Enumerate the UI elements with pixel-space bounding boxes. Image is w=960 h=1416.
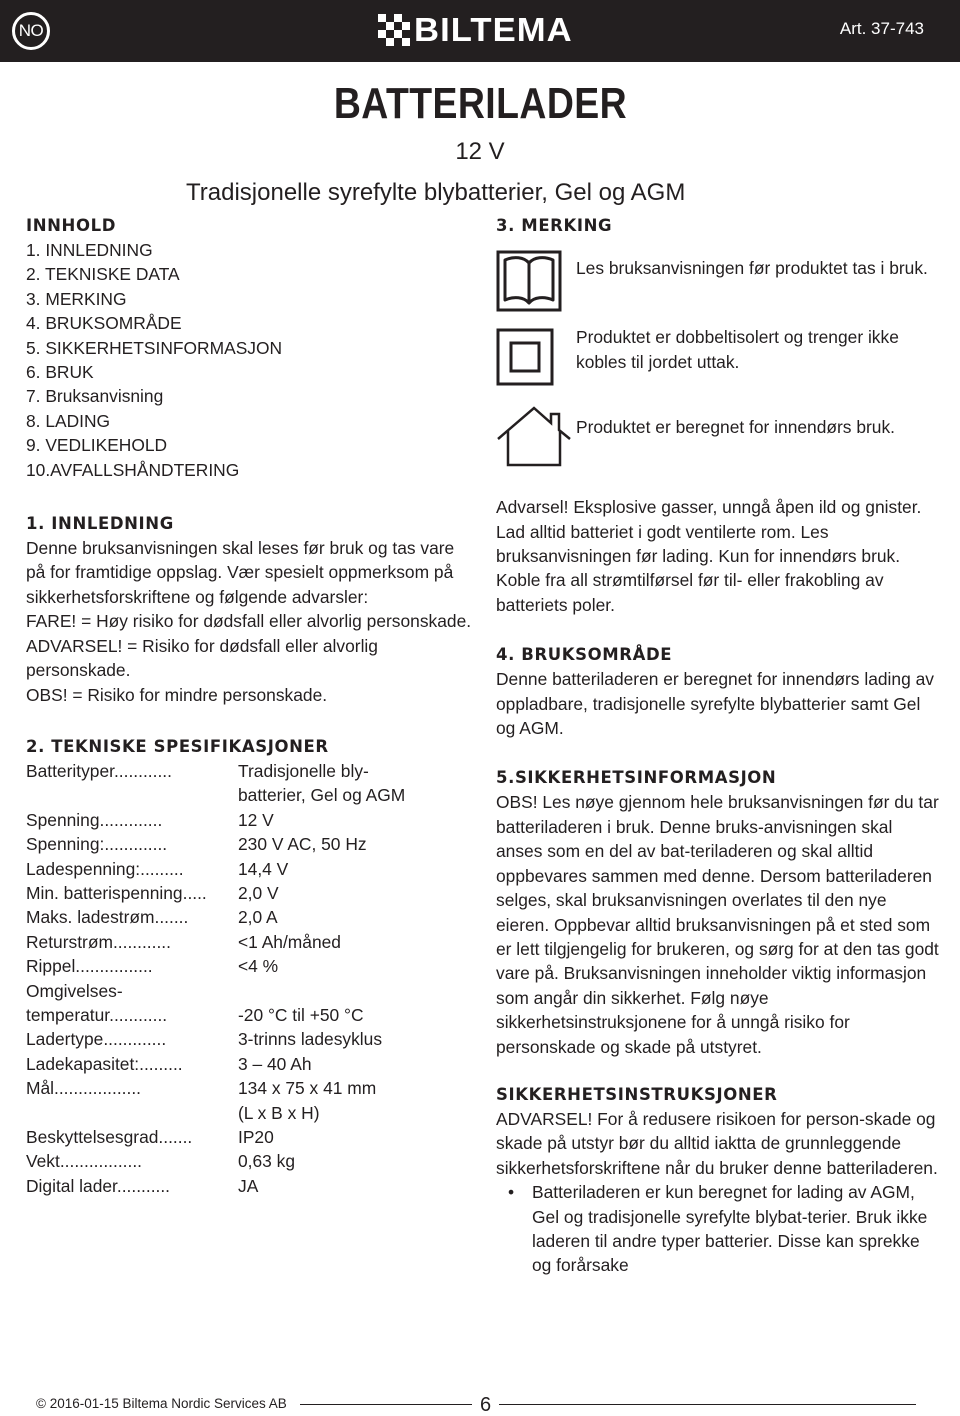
spec-row	[26, 759, 474, 783]
merking-heading: 3. MERKING	[496, 216, 613, 235]
toc-item: 7. Bruksanvisning	[26, 386, 164, 407]
spec-value: 3 – 40 Ah	[238, 1053, 312, 1074]
brand-name: BILTEMA	[414, 11, 573, 48]
spec-value: <4 %	[238, 956, 279, 977]
page-title	[0, 80, 960, 128]
spec-row	[26, 930, 474, 954]
toc-item: 4. BRUKSOMRÅDE	[26, 313, 182, 334]
spec-value: (L x B x H)	[238, 1102, 320, 1123]
intro-fare: FARE! = Høy risiko for dødsfall eller alvorlig personskade.	[26, 611, 472, 632]
sikkerhet-heading: 5.SIKKERHETSINFORMASJON	[496, 768, 777, 788]
toc-item: 9. VEDLIKEHOLD	[26, 435, 168, 456]
spec-row	[26, 1101, 474, 1125]
marking-row	[496, 250, 942, 318]
merking-warning: Advarsel! Eksplosive gasser, unngå åpen ild og gnister. Lad alltid batteriet i godt ventilerte rom. Les bruksanvisningen før lading. Kun for innendørs bruk. Koble fra all strømtilførsel før til- eller frakobling av batteriets poler.	[496, 497, 922, 615]
marking-row	[496, 328, 942, 392]
toc-item: 8. LADING	[26, 410, 111, 431]
double-insulation-icon	[496, 328, 554, 386]
intro-obs: OBS! = Risiko for mindre personskade.	[26, 684, 328, 705]
language-badge: NO	[12, 12, 50, 50]
sikkerhet-paragraph: OBS! Les nøye gjennom hele bruksanvisningen før du tar batteriladeren i bruk. Denne bruks-anvisningen skal anses som en del av bat-teriladeren og skal alltid oppbevares sammen med denne. Dersom batteriladeren selges, skal bruksanvisningen overlates til den nye eieren. Oppbevar alltid bruksanvisningen på et sted som er lett tilgjengelig for brukeren, og sørg for at den tas godt vare på. Bruksanvisningen inneholder viktig informasjon som angår din sikkerhet. Følg nøye sikkerhetsinstruksjonene for å unngå risiko for personskade og skade på utstyret.	[496, 792, 939, 1057]
spec-value: 2,0 V	[238, 882, 279, 903]
spec-row	[26, 832, 474, 856]
marking-text: Produktet er dobbeltisolert og trenger ikke kobles til jordet uttak.	[576, 327, 899, 372]
spec-value: batterier, Gel og AGM	[238, 785, 406, 806]
spec-key: Omgivelses-	[26, 980, 123, 1001]
spec-key: Rippel................	[26, 956, 153, 977]
spec-value: 2,0 A	[238, 907, 278, 928]
page-title-text: BATTERILADER	[333, 79, 627, 128]
toc-item: 10.AVFALLSHÅNDTERING	[26, 459, 240, 480]
house-icon	[496, 405, 572, 467]
spec-row	[26, 1076, 474, 1100]
marking-text: Les bruksanvisningen før produktet tas i bruk.	[576, 258, 928, 278]
checkered-flag-icon	[378, 14, 410, 46]
toc-item: 6. BRUK	[26, 362, 94, 383]
instrukser-heading: SIKKERHETSINSTRUKSJONER	[496, 1084, 778, 1104]
toc-heading: INNHOLD	[26, 216, 117, 235]
spec-key: Returstrøm............	[26, 931, 171, 952]
spec-key: Ladekapasitet:.........	[26, 1053, 183, 1074]
spec-value: 14,4 V	[238, 858, 289, 879]
spec-key: Spenning.............	[26, 809, 163, 830]
intro-advarsel: ADVARSEL! = Risiko for dødsfall eller alvorlig personskade.	[26, 635, 378, 681]
spec-key: Digital lader...........	[26, 1175, 171, 1196]
page-subtitle: Tradisjonelle syrefylte blybatterier, Gel og AGM	[186, 179, 686, 206]
spec-row	[26, 1174, 474, 1198]
marking-text: Produktet er beregnet for innendørs bruk.	[576, 416, 896, 437]
bullet-item: • Batteriladeren er kun beregnet for lading av AGM, Gel og tradisjonelle syrefylte blybat-terier. Bruk ikke laderen til andre typer batterier. Disse kan sprekke og forårsake	[496, 1180, 942, 1278]
spec-key: Maks. ladestrøm.......	[26, 907, 189, 928]
spec-key: Batterityper............	[26, 760, 172, 781]
spec-value: 12 V	[238, 809, 274, 830]
instrukser-bullets	[496, 1180, 942, 1278]
brand-logo	[378, 13, 582, 47]
spec-value: 134 x 75 x 41 mm	[238, 1078, 377, 1099]
spec-key: Spenning:.............	[26, 834, 168, 855]
spec-row	[26, 1052, 474, 1076]
spec-key: temperatur............	[26, 1004, 168, 1025]
spec-value: 3-trinns ladesyklus	[238, 1029, 383, 1050]
spec-key: Ladertype.............	[26, 1029, 167, 1050]
toc-item: 2. TEKNISKE DATA	[26, 264, 180, 285]
header-bar	[0, 0, 960, 62]
marking-icon-cell	[496, 405, 576, 473]
spec-row	[26, 979, 474, 1003]
spec-row	[26, 857, 474, 881]
page-footer	[0, 1384, 960, 1414]
footer-rule	[300, 1404, 916, 1405]
spec-key: Min. batterispenning.....	[26, 882, 207, 903]
spec-row	[26, 881, 474, 905]
spec-key: Ladespenning:.........	[26, 858, 184, 879]
intro-heading: 1. INNLEDNING	[26, 514, 174, 534]
spec-row	[26, 1149, 474, 1173]
toc-item: 5. SIKKERHETSINFORMASJON	[26, 337, 283, 358]
left-column	[26, 214, 474, 1198]
spec-value: <1 Ah/måned	[238, 931, 341, 952]
toc-item: 1. INNLEDNING	[26, 240, 153, 260]
spec-value: -20 °C til +50 °C	[238, 1004, 364, 1025]
spec-key	[26, 1101, 238, 1125]
spec-row	[26, 1027, 474, 1051]
spec-value	[238, 979, 474, 1003]
toc-item: 3. MERKING	[26, 288, 127, 309]
spec-row	[26, 954, 474, 978]
spec-row	[26, 1125, 474, 1149]
page-number: 6	[472, 1394, 499, 1416]
marking-icon-cell	[496, 250, 576, 318]
voltage-label: 12 V	[455, 138, 505, 165]
intro-paragraph: Denne bruksanvisningen skal leses før bruk og tas vare på for framtidige oppslag. Vær spesielt oppmerksom på sikkerhetsforskriftene og følgende advarsler:	[26, 538, 455, 607]
spec-value: JA	[238, 1175, 259, 1196]
marking-row	[496, 405, 942, 473]
table-of-contents	[26, 238, 474, 482]
spec-key: Vekt.................	[26, 1151, 142, 1172]
spec-value: 230 V AC, 50 Hz	[238, 834, 367, 855]
spec-row	[26, 808, 474, 832]
spec-key	[26, 783, 238, 807]
specs-table	[26, 759, 474, 1198]
spec-row	[26, 1003, 474, 1027]
spec-value: 0,63 kg	[238, 1151, 296, 1172]
spec-value: Tradisjonelle bly-	[238, 760, 369, 781]
spec-key: Mål..................	[26, 1078, 141, 1099]
book-icon	[496, 250, 562, 312]
spec-row	[26, 905, 474, 929]
right-column	[496, 214, 942, 1278]
specs-heading: 2. TEKNISKE SPESIFIKASJONER	[26, 736, 329, 756]
instrukser-paragraph: ADVARSEL! For å redusere risikoen for person-skade og skade på utstyr bør du alltid iaktta de grunnleggende sikkerhetsforskriftene når du bruker denne batteriladeren.	[496, 1108, 938, 1178]
marking-icon-cell	[496, 328, 576, 392]
article-number: Art. 37-743	[839, 19, 924, 38]
spec-key: Beskyttelsesgrad.......	[26, 1127, 193, 1147]
bruksomrade-heading: 4. BRUKSOMRÅDE	[496, 645, 673, 665]
spec-row	[26, 783, 474, 807]
bruksomrade-paragraph: Denne batteriladeren er beregnet for innendørs lading av oppladbare, tradisjonelle syrefylte blybatterier samt Gel og AGM.	[496, 669, 934, 739]
spec-value: IP20	[238, 1127, 274, 1147]
copyright: © 2016-01-15 Biltema Nordic Services AB	[36, 1396, 287, 1411]
